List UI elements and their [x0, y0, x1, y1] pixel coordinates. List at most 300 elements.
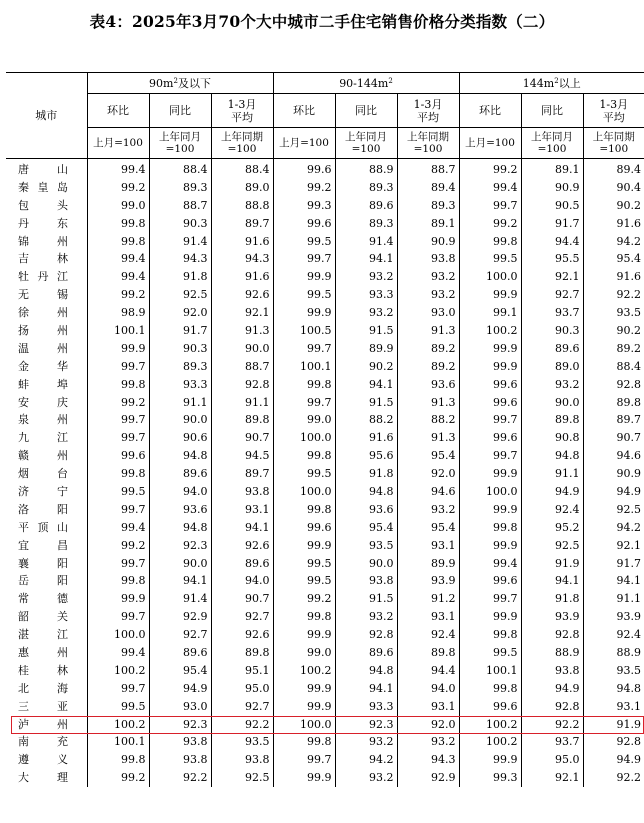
- value-cell: 92.5: [521, 537, 583, 555]
- table-row: [6, 215, 644, 233]
- value-cell: 89.6: [211, 555, 273, 573]
- city-cell: 泸州: [6, 716, 87, 734]
- value-cell: 99.9: [273, 537, 335, 555]
- base-mom-small: 上月=100: [87, 128, 149, 159]
- city-cell: 吉林: [6, 250, 87, 268]
- table-row: [6, 662, 644, 680]
- value-cell: 99.6: [459, 698, 521, 716]
- value-cell: 92.4: [616, 628, 641, 642]
- city-cell: 无锡: [6, 286, 87, 304]
- value-cell: 100.0: [459, 268, 521, 286]
- value-cell: 99.9: [87, 590, 149, 608]
- value-cell: 89.7: [616, 413, 641, 427]
- value-cell: 91.6: [616, 216, 641, 230]
- value-cell: 92.7: [149, 626, 211, 644]
- value-cell: 100.0: [87, 626, 149, 644]
- value-cell: 91.1: [211, 394, 273, 412]
- value-cell: 94.9: [521, 483, 583, 501]
- value-cell: 90.9: [521, 179, 583, 197]
- value-cell: 88.2: [335, 411, 397, 429]
- value-cell: 99.6: [87, 447, 149, 465]
- table-row: [6, 608, 644, 626]
- value-cell: 99.8: [87, 233, 149, 251]
- value-cell: 93.1: [616, 699, 641, 713]
- value-cell: 99.5: [273, 555, 335, 573]
- value-cell: 89.8: [211, 644, 273, 662]
- base-avg-small: 上年同期 =100: [211, 128, 273, 159]
- value-cell: 90.7: [211, 429, 273, 447]
- value-cell: 99.9: [459, 286, 521, 304]
- value-cell: 93.9: [397, 572, 459, 590]
- value-cell: 92.7: [211, 698, 273, 716]
- value-cell: 93.7: [521, 304, 583, 322]
- value-cell: 94.1: [335, 250, 397, 268]
- value-cell: 99.5: [459, 644, 521, 662]
- city-cell: 蚌埠: [6, 376, 87, 394]
- value-cell: 90.4: [616, 180, 641, 194]
- value-cell: 94.1: [521, 572, 583, 590]
- value-cell: 93.5: [616, 306, 641, 320]
- value-cell: 99.4: [459, 555, 521, 573]
- value-cell: 93.6: [149, 501, 211, 519]
- table-row: [6, 751, 644, 769]
- value-cell: 92.2: [616, 771, 641, 785]
- table-row: [6, 734, 644, 752]
- value-cell: 94.4: [397, 662, 459, 680]
- value-cell: 89.8: [211, 411, 273, 429]
- value-cell: 93.8: [521, 662, 583, 680]
- city-cell: 遵义: [6, 751, 87, 769]
- value-cell: 88.9: [335, 159, 397, 179]
- value-cell: 94.4: [521, 233, 583, 251]
- value-cell: 99.9: [459, 501, 521, 519]
- value-cell: 100.0: [273, 429, 335, 447]
- value-cell: 99.8: [273, 447, 335, 465]
- value-cell: 100.2: [459, 716, 521, 734]
- value-cell: 94.1: [335, 376, 397, 394]
- value-cell: 89.4: [397, 179, 459, 197]
- value-cell: 99.8: [87, 376, 149, 394]
- value-cell: 89.3: [149, 358, 211, 376]
- value-cell: 94.5: [211, 447, 273, 465]
- value-cell: 99.4: [87, 519, 149, 537]
- value-cell: 92.4: [397, 626, 459, 644]
- subheader-yoy-small: 同比: [149, 94, 211, 128]
- value-cell: 99.6: [459, 429, 521, 447]
- value-cell: 93.2: [335, 304, 397, 322]
- value-cell: 93.5: [211, 734, 273, 752]
- value-cell: 100.2: [87, 662, 149, 680]
- value-cell: 90.2: [616, 198, 641, 212]
- value-cell: 90.3: [149, 340, 211, 358]
- value-cell: 92.6: [211, 537, 273, 555]
- value-cell: 95.0: [521, 751, 583, 769]
- value-cell: 100.2: [459, 734, 521, 752]
- value-cell: 99.6: [273, 215, 335, 233]
- value-cell: 89.2: [397, 340, 459, 358]
- value-cell: 93.5: [616, 663, 641, 677]
- value-cell: 100.2: [459, 322, 521, 340]
- city-cell: 锦州: [6, 233, 87, 251]
- value-cell: 99.6: [273, 159, 335, 179]
- value-cell: 89.2: [616, 341, 641, 355]
- value-cell: 99.2: [459, 159, 521, 179]
- value-cell: 88.4: [149, 159, 211, 179]
- value-cell: 94.3: [397, 751, 459, 769]
- city-cell: 牡丹江: [6, 268, 87, 286]
- value-cell: 94.8: [335, 483, 397, 501]
- value-cell: 92.6: [211, 286, 273, 304]
- value-cell: 99.0: [273, 644, 335, 662]
- value-cell: 99.9: [459, 465, 521, 483]
- value-cell: 99.7: [273, 394, 335, 412]
- value-cell: 94.1: [335, 680, 397, 698]
- value-cell: 99.1: [459, 304, 521, 322]
- city-cell: 韶关: [6, 608, 87, 626]
- value-cell: 93.3: [335, 286, 397, 304]
- value-cell: 99.4: [87, 268, 149, 286]
- city-cell: 宜昌: [6, 537, 87, 555]
- city-cell: 岳阳: [6, 572, 87, 590]
- value-cell: 92.8: [335, 626, 397, 644]
- value-cell: 99.8: [459, 680, 521, 698]
- value-cell: 99.7: [87, 429, 149, 447]
- table-row: [6, 286, 644, 304]
- table-row: [6, 483, 644, 501]
- value-cell: 98.9: [87, 304, 149, 322]
- value-cell: 99.2: [273, 590, 335, 608]
- city-cell: 南充: [6, 734, 87, 752]
- value-cell: 92.7: [211, 608, 273, 626]
- value-cell: 99.9: [459, 358, 521, 376]
- value-cell: 95.4: [616, 252, 641, 266]
- value-cell: 95.5: [521, 250, 583, 268]
- city-cell: 三亚: [6, 698, 87, 716]
- value-cell: 92.5: [149, 286, 211, 304]
- value-cell: 90.3: [521, 322, 583, 340]
- value-cell: 95.2: [521, 519, 583, 537]
- value-cell: 88.7: [149, 197, 211, 215]
- value-cell: 93.8: [211, 483, 273, 501]
- table-row: [6, 340, 644, 358]
- value-cell: 100.2: [273, 662, 335, 680]
- city-cell: 扬州: [6, 322, 87, 340]
- table-row: [6, 680, 644, 698]
- value-cell: 93.1: [397, 698, 459, 716]
- value-cell: 92.2: [616, 288, 641, 302]
- value-cell: 91.4: [149, 590, 211, 608]
- value-cell: 95.4: [397, 447, 459, 465]
- value-cell: 91.8: [521, 590, 583, 608]
- value-cell: 99.8: [87, 465, 149, 483]
- price-index-table: [6, 73, 644, 787]
- value-cell: 100.2: [87, 716, 149, 734]
- value-cell: 93.3: [149, 376, 211, 394]
- value-cell: 89.3: [335, 215, 397, 233]
- value-cell: 95.1: [211, 662, 273, 680]
- value-cell: 99.8: [273, 608, 335, 626]
- value-cell: 91.4: [149, 233, 211, 251]
- city-cell: 温州: [6, 340, 87, 358]
- value-cell: 94.0: [397, 680, 459, 698]
- value-cell: 90.7: [616, 431, 641, 445]
- city-cell: 泉州: [6, 411, 87, 429]
- value-cell: 94.0: [149, 483, 211, 501]
- value-cell: 93.6: [335, 501, 397, 519]
- value-cell: 99.5: [87, 483, 149, 501]
- table-row: [6, 268, 644, 286]
- value-cell: 94.0: [211, 572, 273, 590]
- value-cell: 93.6: [397, 376, 459, 394]
- value-cell: 89.3: [149, 179, 211, 197]
- value-cell: 99.6: [459, 376, 521, 394]
- subheader-avg-large: 1-3月 平均: [583, 94, 644, 128]
- value-cell: 88.7: [397, 159, 459, 179]
- value-cell: 99.3: [459, 769, 521, 787]
- value-cell: 90.0: [211, 340, 273, 358]
- value-cell: 95.6: [335, 447, 397, 465]
- value-cell: 94.9: [616, 484, 641, 498]
- value-cell: 89.3: [335, 179, 397, 197]
- value-cell: 90.9: [397, 233, 459, 251]
- city-cell: 包头: [6, 197, 87, 215]
- value-cell: 91.3: [397, 394, 459, 412]
- value-cell: 99.8: [459, 519, 521, 537]
- value-cell: 91.9: [521, 555, 583, 573]
- value-cell: 91.6: [616, 270, 641, 284]
- value-cell: 94.9: [616, 753, 641, 767]
- value-cell: 89.2: [397, 358, 459, 376]
- value-cell: 89.9: [335, 340, 397, 358]
- value-cell: 100.0: [459, 483, 521, 501]
- value-cell: 89.4: [616, 162, 641, 176]
- value-cell: 90.7: [211, 590, 273, 608]
- value-cell: 91.6: [335, 429, 397, 447]
- value-cell: 99.2: [87, 537, 149, 555]
- base-mom-medium: 上月=100: [273, 128, 335, 159]
- group-header-small: $90m^2$及以下: [87, 73, 273, 94]
- value-cell: 91.7: [521, 215, 583, 233]
- value-cell: 99.7: [273, 751, 335, 769]
- value-cell: 93.0: [397, 304, 459, 322]
- table-row: [6, 626, 644, 644]
- value-cell: 99.7: [87, 358, 149, 376]
- value-cell: 91.1: [616, 592, 641, 606]
- table-row: [6, 233, 644, 251]
- table-row: [6, 322, 644, 340]
- value-cell: 90.8: [521, 429, 583, 447]
- value-cell: 99.8: [87, 215, 149, 233]
- value-cell: 94.6: [397, 483, 459, 501]
- value-cell: 93.2: [397, 734, 459, 752]
- value-cell: 92.8: [616, 377, 641, 391]
- value-cell: 99.8: [87, 751, 149, 769]
- value-cell: 88.7: [211, 358, 273, 376]
- value-cell: 92.0: [397, 716, 459, 734]
- value-cell: 90.9: [616, 467, 641, 481]
- city-cell: 北海: [6, 680, 87, 698]
- value-cell: 93.5: [335, 537, 397, 555]
- value-cell: 99.2: [459, 215, 521, 233]
- table-row: [6, 179, 644, 197]
- value-cell: 92.8: [616, 735, 641, 749]
- table-row: [6, 447, 644, 465]
- value-cell: 93.2: [397, 501, 459, 519]
- value-cell: 91.7: [616, 556, 641, 570]
- city-cell: 平顶山: [6, 519, 87, 537]
- value-cell: 94.6: [616, 449, 641, 463]
- value-cell: 89.8: [397, 644, 459, 662]
- value-cell: 100.0: [273, 483, 335, 501]
- city-cell: 丹东: [6, 215, 87, 233]
- value-cell: 99.9: [273, 304, 335, 322]
- value-cell: 99.6: [459, 394, 521, 412]
- value-cell: 88.9: [616, 645, 641, 659]
- table-row: [6, 698, 644, 716]
- value-cell: 89.6: [521, 340, 583, 358]
- value-cell: 99.9: [87, 340, 149, 358]
- value-cell: 92.5: [211, 769, 273, 787]
- value-cell: 93.8: [335, 572, 397, 590]
- value-cell: 99.4: [87, 250, 149, 268]
- value-cell: 93.8: [149, 751, 211, 769]
- value-cell: 95.4: [335, 519, 397, 537]
- value-cell: 99.7: [87, 555, 149, 573]
- table-row: [6, 537, 644, 555]
- table-row: [6, 411, 644, 429]
- value-cell: 92.4: [521, 501, 583, 519]
- city-cell: 九江: [6, 429, 87, 447]
- value-cell: 99.5: [273, 233, 335, 251]
- value-cell: 99.9: [459, 340, 521, 358]
- value-cell: 93.2: [335, 268, 397, 286]
- table-row: [6, 304, 644, 322]
- table-row: [6, 429, 644, 447]
- value-cell: 90.0: [521, 394, 583, 412]
- value-cell: 89.9: [397, 555, 459, 573]
- value-cell: 99.7: [87, 608, 149, 626]
- city-cell: 惠州: [6, 644, 87, 662]
- city-cell: 济宁: [6, 483, 87, 501]
- value-cell: 93.2: [335, 734, 397, 752]
- value-cell: 88.8: [211, 197, 273, 215]
- base-yoy-medium: 上年同月 =100: [335, 128, 397, 159]
- value-cell: 99.9: [273, 680, 335, 698]
- value-cell: 99.8: [459, 233, 521, 251]
- subheader-yoy-large: 同比: [521, 94, 583, 128]
- value-cell: 93.8: [397, 250, 459, 268]
- value-cell: 90.2: [335, 358, 397, 376]
- value-cell: 91.8: [335, 465, 397, 483]
- value-cell: 90.3: [149, 215, 211, 233]
- value-cell: 94.9: [149, 680, 211, 698]
- value-cell: 92.0: [397, 465, 459, 483]
- group-header-medium: $90-144m^2$: [273, 73, 459, 94]
- value-cell: 99.8: [273, 734, 335, 752]
- value-cell: 92.0: [149, 304, 211, 322]
- value-cell: 91.5: [335, 322, 397, 340]
- value-cell: 93.7: [521, 734, 583, 752]
- value-cell: 93.8: [149, 734, 211, 752]
- value-cell: 91.5: [335, 394, 397, 412]
- value-cell: 99.5: [87, 698, 149, 716]
- value-cell: 99.8: [273, 501, 335, 519]
- table-row: [6, 769, 644, 787]
- value-cell: 93.2: [397, 286, 459, 304]
- value-cell: 88.9: [521, 644, 583, 662]
- value-cell: 89.8: [521, 411, 583, 429]
- value-cell: 91.3: [211, 322, 273, 340]
- value-cell: 89.3: [397, 197, 459, 215]
- value-cell: 100.1: [87, 322, 149, 340]
- table-row: [6, 572, 644, 590]
- value-cell: 94.8: [521, 447, 583, 465]
- value-cell: 94.2: [616, 234, 641, 248]
- value-cell: 92.2: [211, 716, 273, 734]
- city-cell: 赣州: [6, 447, 87, 465]
- base-avg-medium: 上年同期 =100: [397, 128, 459, 159]
- value-cell: 92.3: [335, 716, 397, 734]
- subheader-mom-medium: 环比: [273, 94, 335, 128]
- value-cell: 92.2: [149, 769, 211, 787]
- table-row: [6, 644, 644, 662]
- value-cell: 99.9: [273, 769, 335, 787]
- value-cell: 92.8: [521, 626, 583, 644]
- page-title: 表4：2025年3月70个大中城市二手住宅销售价格分类指数（二）: [89, 12, 555, 31]
- value-cell: 99.8: [87, 572, 149, 590]
- value-cell: 95.0: [211, 680, 273, 698]
- value-cell: 99.2: [273, 179, 335, 197]
- value-cell: 93.1: [211, 501, 273, 519]
- value-cell: 88.4: [616, 359, 641, 373]
- value-cell: 89.6: [149, 644, 211, 662]
- value-cell: 99.9: [459, 608, 521, 626]
- value-cell: 89.0: [521, 358, 583, 376]
- value-cell: 92.5: [616, 502, 641, 516]
- value-cell: 99.7: [459, 447, 521, 465]
- value-cell: 100.1: [87, 734, 149, 752]
- value-cell: 94.2: [335, 751, 397, 769]
- city-cell: 唐山: [6, 159, 87, 179]
- value-cell: 99.4: [87, 159, 149, 179]
- value-cell: 99.5: [273, 286, 335, 304]
- value-cell: 99.0: [87, 197, 149, 215]
- value-cell: 92.1: [211, 304, 273, 322]
- value-cell: 99.9: [273, 698, 335, 716]
- table-row: [6, 519, 644, 537]
- value-cell: 99.9: [273, 626, 335, 644]
- value-cell: 94.8: [616, 681, 641, 695]
- value-cell: 94.3: [149, 250, 211, 268]
- value-cell: 88.2: [397, 411, 459, 429]
- value-cell: 99.7: [87, 411, 149, 429]
- value-cell: 94.1: [616, 574, 641, 588]
- value-cell: 92.1: [616, 538, 641, 552]
- value-cell: 99.4: [87, 644, 149, 662]
- value-cell: 99.7: [87, 680, 149, 698]
- table-row: [6, 394, 644, 412]
- value-cell: 100.0: [273, 716, 335, 734]
- value-cell: 91.7: [149, 322, 211, 340]
- city-cell: 金华: [6, 358, 87, 376]
- value-cell: 90.2: [616, 323, 641, 337]
- value-cell: 92.1: [521, 268, 583, 286]
- value-cell: 99.7: [273, 250, 335, 268]
- city-column-header: 城市: [6, 73, 87, 159]
- table-row: [6, 159, 644, 179]
- value-cell: 99.6: [273, 519, 335, 537]
- value-cell: 99.7: [459, 197, 521, 215]
